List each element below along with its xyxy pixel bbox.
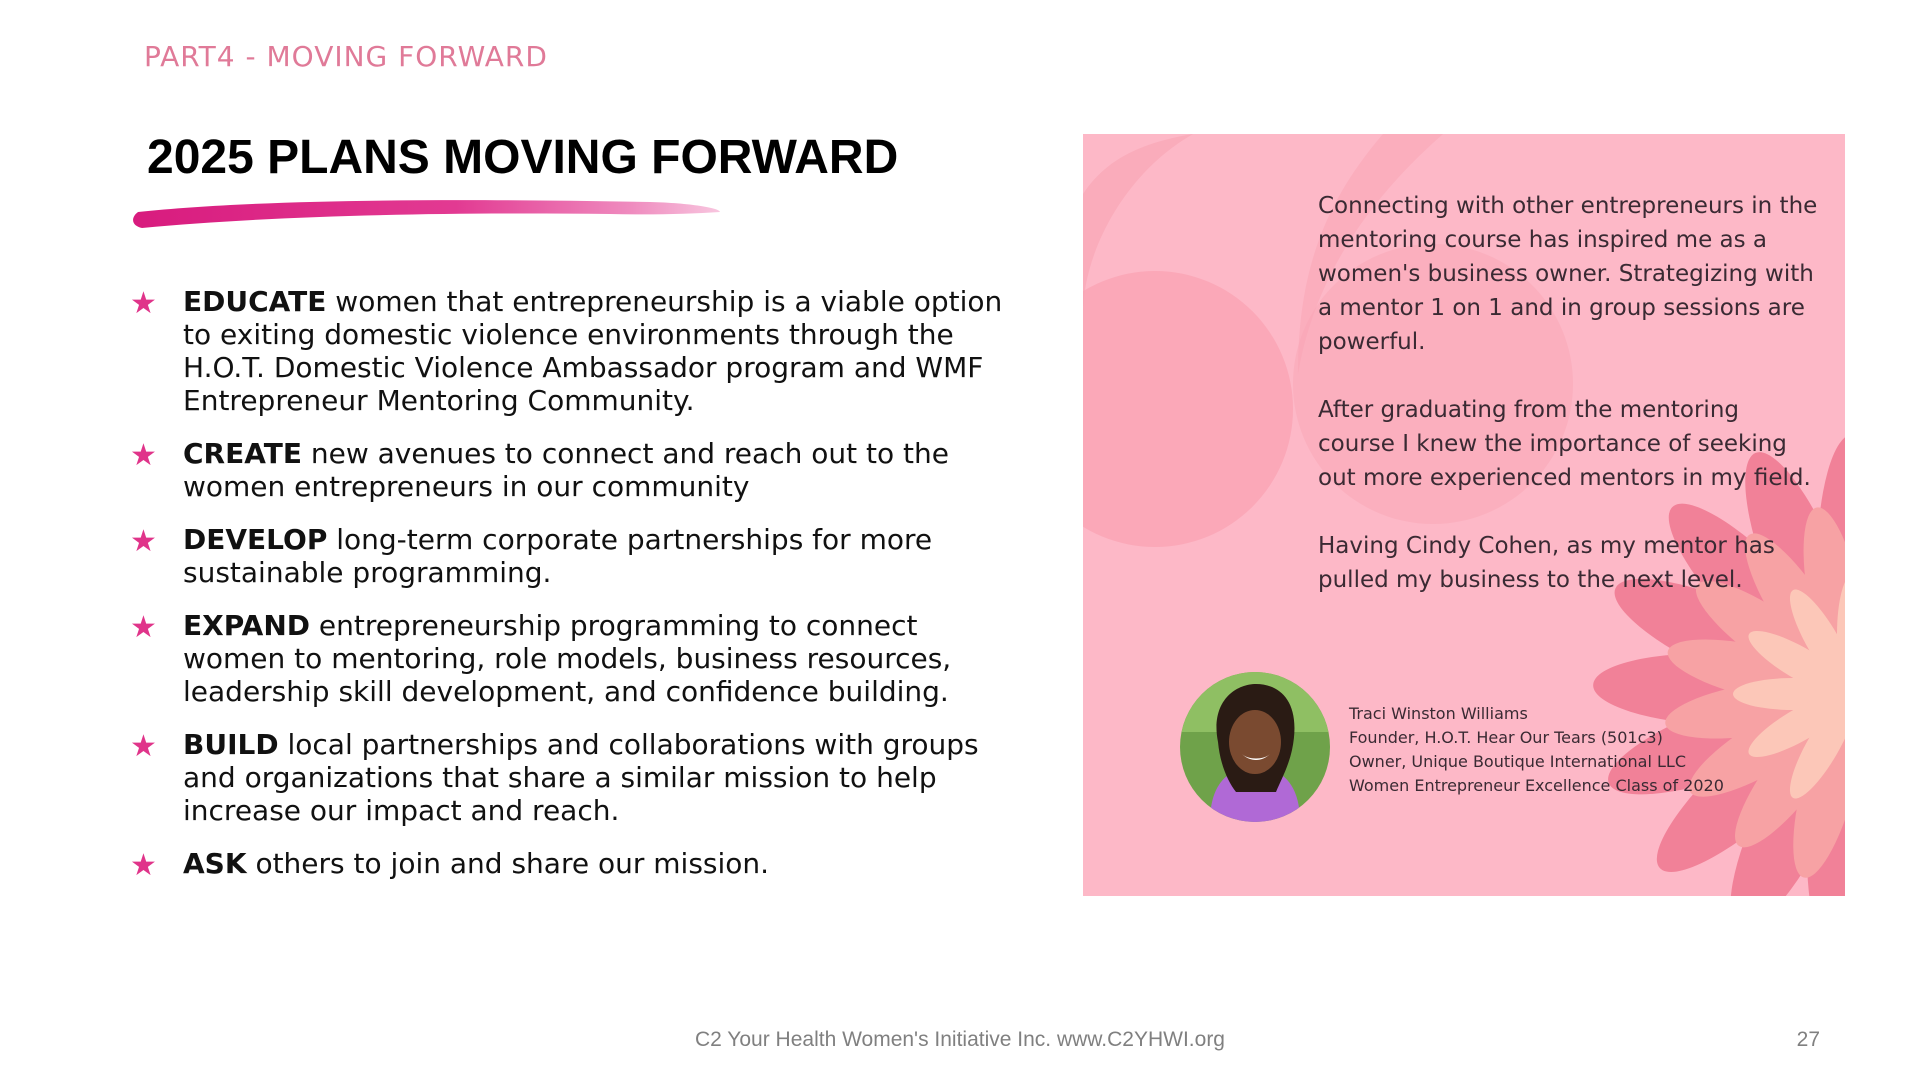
plan-item-expand — [130, 609, 1010, 708]
author-role: Founder, H.O.T. Hear Our Tears (501c3) — [1349, 728, 1663, 747]
section-label: PART4 - MOVING FORWARD — [144, 40, 548, 73]
plan-item-develop — [130, 523, 1010, 589]
quote-paragraph: Having Cindy Cohen, as my mentor has pulled my business to the next level. — [1318, 533, 1775, 593]
quote-paragraph: After graduating from the mentoring course I knew the importance of seeking out more experienced mentors in my field. — [1318, 397, 1811, 491]
plan-keyword: ASK — [183, 847, 247, 880]
plan-keyword: CREATE — [183, 437, 302, 470]
page-number: 27 — [1796, 1028, 1820, 1051]
star-bullet-icon: ★ — [130, 729, 157, 764]
plan-keyword: EDUCATE — [183, 285, 327, 318]
star-bullet-icon: ★ — [130, 848, 157, 883]
plan-text: long-term corporate partnerships for more sustainable programming. — [183, 523, 933, 589]
plan-text: local partnerships and collaborations with groups and organizations that share a similar mission to help increase our impact and reach. — [183, 728, 979, 827]
plan-item-educate — [130, 285, 1010, 417]
star-bullet-icon: ★ — [130, 438, 157, 473]
testimonial-quote — [1318, 189, 1818, 597]
author-role: Women Entrepreneur Excellence Class of 2020 — [1349, 776, 1724, 795]
plan-item-ask — [130, 847, 1010, 883]
plan-keyword: DEVELOP — [183, 523, 328, 556]
author-role: Owner, Unique Boutique International LLC — [1349, 752, 1686, 771]
plan-text: others to join and share our mission. — [246, 847, 770, 880]
footer-text: C2 Your Health Women's Initiative Inc. www.C2YHWI.org — [694, 1028, 1225, 1051]
plan-text: entrepreneurship programming to connect women to mentoring, role models, business resources, leadership skill development, and confidence building. — [183, 609, 952, 708]
avatar — [1180, 672, 1330, 822]
plan-text: new avenues to connect and reach out to the women entrepreneurs in our community — [183, 437, 949, 503]
author-name: Traci Winston Williams — [1349, 704, 1528, 723]
brush-stroke-underline — [130, 190, 730, 240]
testimonial-card — [1083, 134, 1845, 896]
plan-keyword: EXPAND — [183, 609, 311, 642]
star-bullet-icon: ★ — [130, 286, 157, 321]
plan-keyword: BUILD — [183, 728, 279, 761]
plans-list — [130, 285, 1010, 900]
quote-paragraph: Connecting with other entrepreneurs in the mentoring course has inspired me as a women's business owner. Strategizing with a mentor 1 on 1 and in group sessions are powerful. — [1318, 193, 1818, 355]
plan-item-build — [130, 728, 1010, 827]
plan-item-create — [130, 437, 1010, 503]
page-title: 2025 PLANS MOVING FORWARD — [147, 131, 899, 184]
star-bullet-icon: ★ — [130, 524, 157, 559]
plan-text: women that entrepreneurship is a viable option to exiting domestic violence environments through the H.O.T. Domestic Violence Ambassador program and WMF Entrepreneur Mentoring Community. — [183, 285, 1003, 417]
star-bullet-icon: ★ — [130, 610, 157, 645]
testimonial-attribution — [1349, 702, 1789, 798]
